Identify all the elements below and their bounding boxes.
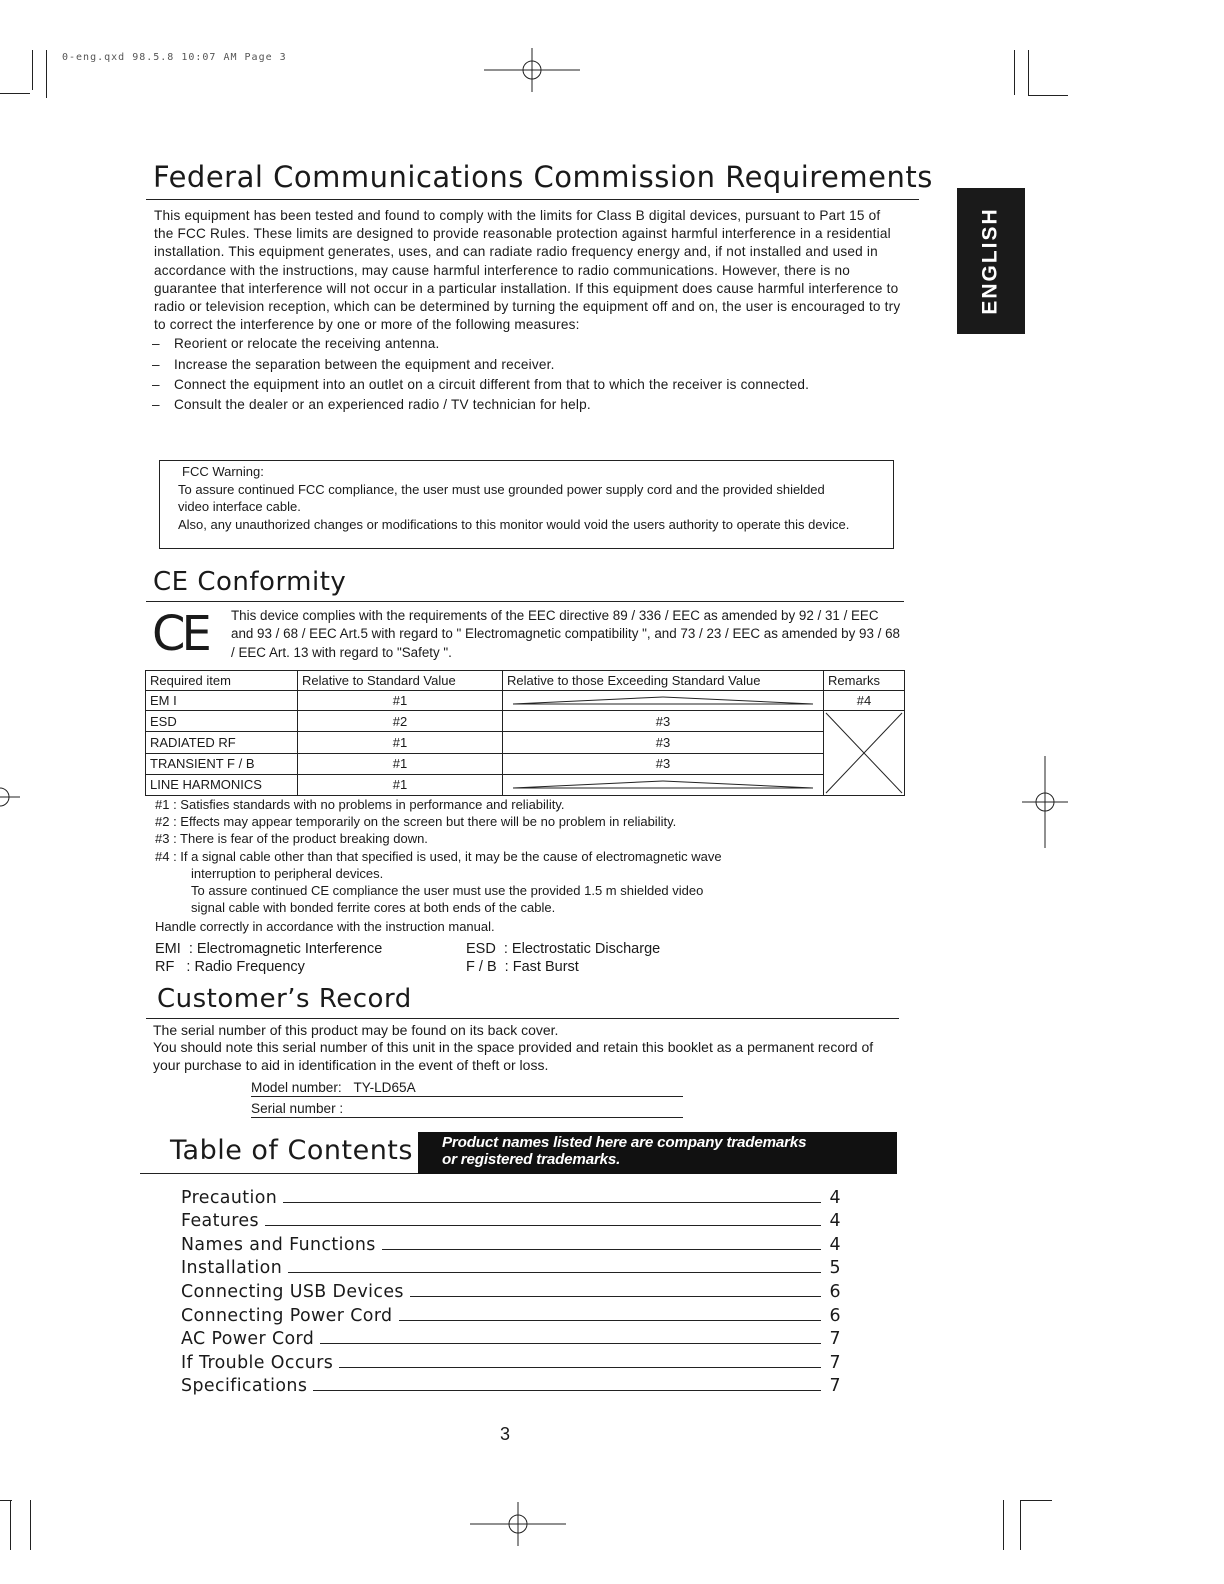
- page-number: 3: [500, 1424, 511, 1444]
- customer-record-line: You should note this serial number of this unit in the space provided and retain this booklet as a permanent record of your purchase to aid in identification in the event of theft or loss.: [153, 1039, 874, 1073]
- table-row: [146, 691, 905, 711]
- toc-leader: [339, 1367, 821, 1368]
- fcc-measure-item: – Increase the separation between the equipment and receiver.: [152, 356, 902, 374]
- fcc-warning-text: To assure continued FCC compliance, the user must use grounded power supply cord and the provided shielded video interface cable.: [178, 481, 825, 515]
- toc-item-label: Installation: [181, 1258, 283, 1279]
- serial-number-field: [251, 1100, 683, 1118]
- table-cell: #2: [298, 711, 503, 732]
- toc-leader: [283, 1202, 821, 1203]
- toc-item-page: 7: [829, 1376, 841, 1397]
- toc-item-page: 5: [829, 1258, 841, 1279]
- toc-leader: [313, 1390, 821, 1391]
- fcc-measure-item: – Connect the equipment into an outlet on a circuit different from that to which the receiver is connected.: [152, 376, 902, 394]
- fcc-title-rule: [146, 199, 919, 200]
- fcc-measure-item: – Reorient or relocate the receiving antenna.: [152, 335, 902, 353]
- fcc-warning-text: Also, any unauthorized changes or modifications to this monitor would void the users authority to operate this device.: [178, 516, 850, 532]
- table-header: Relative to those Exceeding Standard Value: [503, 671, 824, 691]
- crop-mark: [46, 50, 47, 98]
- table-header: Relative to Standard Value: [298, 671, 503, 691]
- toc-item-page: 7: [829, 1352, 841, 1373]
- ce-note-continued: To assure continued CE compliance the user must use the provided 1.5 m shielded video: [191, 883, 704, 899]
- crop-mark: [30, 1500, 31, 1550]
- abbreviation: ESD : Electrostatic Discharge: [466, 941, 661, 957]
- table-cell-item: ESD: [146, 711, 298, 732]
- table-cell: #1: [298, 691, 503, 711]
- toc-leader: [288, 1272, 821, 1273]
- table-cell-item: TRANSIENT F / B: [146, 753, 298, 774]
- registration-mark-top: [484, 48, 580, 92]
- fcc-warning-title: FCC Warning:: [182, 464, 264, 479]
- toc-item[interactable]: [181, 1184, 841, 1208]
- toc-item-label: Names and Functions: [181, 1234, 376, 1255]
- toc-leader: [399, 1320, 822, 1321]
- table-cell-item: EM I: [146, 691, 298, 711]
- table-cell: #4: [824, 691, 905, 711]
- toc-item-label: If Trouble Occurs: [181, 1352, 334, 1373]
- trademark-banner-line: Product names listed here are company trademarks: [442, 1134, 807, 1151]
- toc-item-page: 4: [829, 1234, 841, 1255]
- registration-mark-right: [1022, 756, 1068, 848]
- ce-title-rule: [146, 601, 904, 602]
- customer-record-line: The serial number of this product may be found on its back cover.: [153, 1022, 559, 1038]
- table-cell-cross: [824, 711, 905, 796]
- toc-item[interactable]: [181, 1373, 841, 1397]
- crop-mark: [1003, 1500, 1004, 1550]
- registration-mark-left: [0, 782, 20, 812]
- fcc-body: [154, 207, 902, 414]
- ce-note: #1 : Satisfies standards with no problems in performance and reliability.: [155, 797, 565, 812]
- printer-header: 0-eng.qxd 98.5.8 10:07 AM Page 3: [62, 52, 287, 63]
- toc-item-page: 6: [829, 1305, 841, 1326]
- crop-mark: [0, 93, 30, 94]
- ce-statement: This device complies with the requirements of the EEC directive 89 / 336 / EEC as amended by 92 / 31 / EEC and 93 / 68 / EEC Art.5 with regard to " Electromagnetic compatibility ", and 73 / 23 / EEC as amended by 93 / 68 / EEC Art. 13 with regard to "Safety ".: [231, 608, 900, 660]
- crop-mark: [0, 1500, 12, 1501]
- ce-title: CE Conformity: [153, 567, 347, 597]
- abbreviation: EMI : Electromagnetic Interference: [155, 941, 383, 957]
- toc-item[interactable]: [181, 1349, 841, 1373]
- model-number-value: TY-LD65A: [353, 1080, 416, 1095]
- table-row: [146, 732, 905, 753]
- ce-note: #2 : Effects may appear temporarily on the screen but there will be no problem in reliability.: [155, 814, 677, 830]
- table-cell: #1: [298, 732, 503, 753]
- table-cell-item: RADIATED RF: [146, 732, 298, 753]
- toc-item-page: 4: [829, 1211, 841, 1232]
- toc-item-label: Features: [181, 1211, 259, 1232]
- table-row: [146, 774, 905, 795]
- ce-notes: [155, 796, 875, 936]
- toc-item[interactable]: [181, 1231, 841, 1255]
- table-header: Remarks: [824, 671, 905, 691]
- crop-mark: [1020, 1500, 1052, 1501]
- toc-item[interactable]: [181, 1302, 841, 1326]
- toc-item[interactable]: [181, 1255, 841, 1279]
- table-cell-dash: [503, 691, 824, 711]
- model-number-field: [251, 1079, 683, 1097]
- ce-note: #4 : If a signal cable other than that specified is used, it may be the cause of electromagnetic wave: [155, 848, 722, 864]
- toc-item-page: 4: [829, 1187, 841, 1208]
- ce-table: [145, 670, 905, 796]
- toc-item-label: Connecting Power Cord: [181, 1305, 393, 1326]
- toc-leader: [320, 1343, 821, 1344]
- toc-list: [181, 1184, 841, 1396]
- toc-item[interactable]: [181, 1326, 841, 1350]
- crop-mark: [32, 50, 33, 90]
- table-row: [146, 753, 905, 774]
- toc-item-label: AC Power Cord: [181, 1329, 315, 1350]
- fcc-title: Federal Communications Commission Requirements: [153, 160, 933, 194]
- table-cell-dash: [503, 774, 824, 795]
- toc-item[interactable]: [181, 1278, 841, 1302]
- model-number-label: Model number:: [251, 1080, 342, 1095]
- ce-logo: CE: [152, 606, 208, 662]
- language-tab-label: ENGLISH: [979, 207, 1002, 315]
- abbreviation: F / B : Fast Burst: [466, 959, 579, 975]
- fcc-paragraph: This equipment has been tested and found to comply with the limits for Class B digital devices, pursuant to Part 15 of the FCC Rules. These limits are designed to provide reasonable protection against harmful interference in a residential installation. This equipment generates, uses, and can radiate radio frequency energy and, if not installed and used in accordance with the instructions, may cause harmful interference to radio communications. However, there is no guarantee that interference will not occur in a particular installation. If this equipment does cause harmful interference to radio or television reception, which can be determined by turning the equipment off and on, the user is encouraged to try to correct the interference by one or more of the following measures:: [154, 208, 901, 333]
- table-header: Required item: [146, 671, 298, 691]
- ce-note: #3 : There is fear of the product breaking down.: [155, 831, 428, 847]
- table-row: [146, 711, 905, 732]
- serial-number-label: Serial number :: [251, 1101, 344, 1116]
- ce-handle-note: Handle correctly in accordance with the instruction manual.: [155, 919, 495, 935]
- fcc-warning-box: [159, 460, 894, 549]
- ce-note-continued: signal cable with bonded ferrite cores at both ends of the cable.: [191, 900, 556, 916]
- toc-item[interactable]: [181, 1208, 841, 1232]
- customer-record-text: [153, 1022, 893, 1074]
- fcc-measures-list: [152, 335, 902, 414]
- registration-mark-bottom: [470, 1502, 566, 1546]
- crop-mark: [1028, 50, 1029, 95]
- toc-item-label: Precaution: [181, 1187, 278, 1208]
- language-tab: [957, 188, 1025, 334]
- table-cell: #3: [503, 711, 824, 732]
- trademark-banner-line: or registered trademarks.: [442, 1151, 621, 1168]
- customer-record-title: Customer’s Record: [157, 984, 412, 1014]
- toc-item-label: Specifications: [181, 1376, 308, 1397]
- toc-leader: [265, 1225, 821, 1226]
- table-cell: #1: [298, 774, 503, 795]
- crop-mark: [1014, 50, 1015, 95]
- toc-title: Table of Contents: [170, 1135, 413, 1166]
- table-header-row: [146, 671, 905, 691]
- crop-mark: [1028, 95, 1068, 96]
- abbreviation: RF : Radio Frequency: [155, 959, 305, 975]
- table-cell: #1: [298, 753, 503, 774]
- toc-item-page: 7: [829, 1329, 841, 1350]
- table-cell: #3: [503, 753, 824, 774]
- trademark-banner: [418, 1132, 897, 1174]
- customer-record-rule: [146, 1018, 899, 1019]
- toc-item-label: Connecting USB Devices: [181, 1281, 404, 1302]
- toc-item-page: 6: [829, 1281, 841, 1302]
- table-cell-item: LINE HARMONICS: [146, 774, 298, 795]
- fcc-measure-item: – Consult the dealer or an experienced radio / TV technician for help.: [152, 396, 902, 414]
- crop-mark: [10, 1500, 11, 1550]
- table-cell: #3: [503, 732, 824, 753]
- crop-mark: [1020, 1500, 1021, 1550]
- ce-note-continued: interruption to peripheral devices.: [191, 865, 384, 881]
- toc-leader: [410, 1296, 821, 1297]
- toc-leader: [382, 1249, 821, 1250]
